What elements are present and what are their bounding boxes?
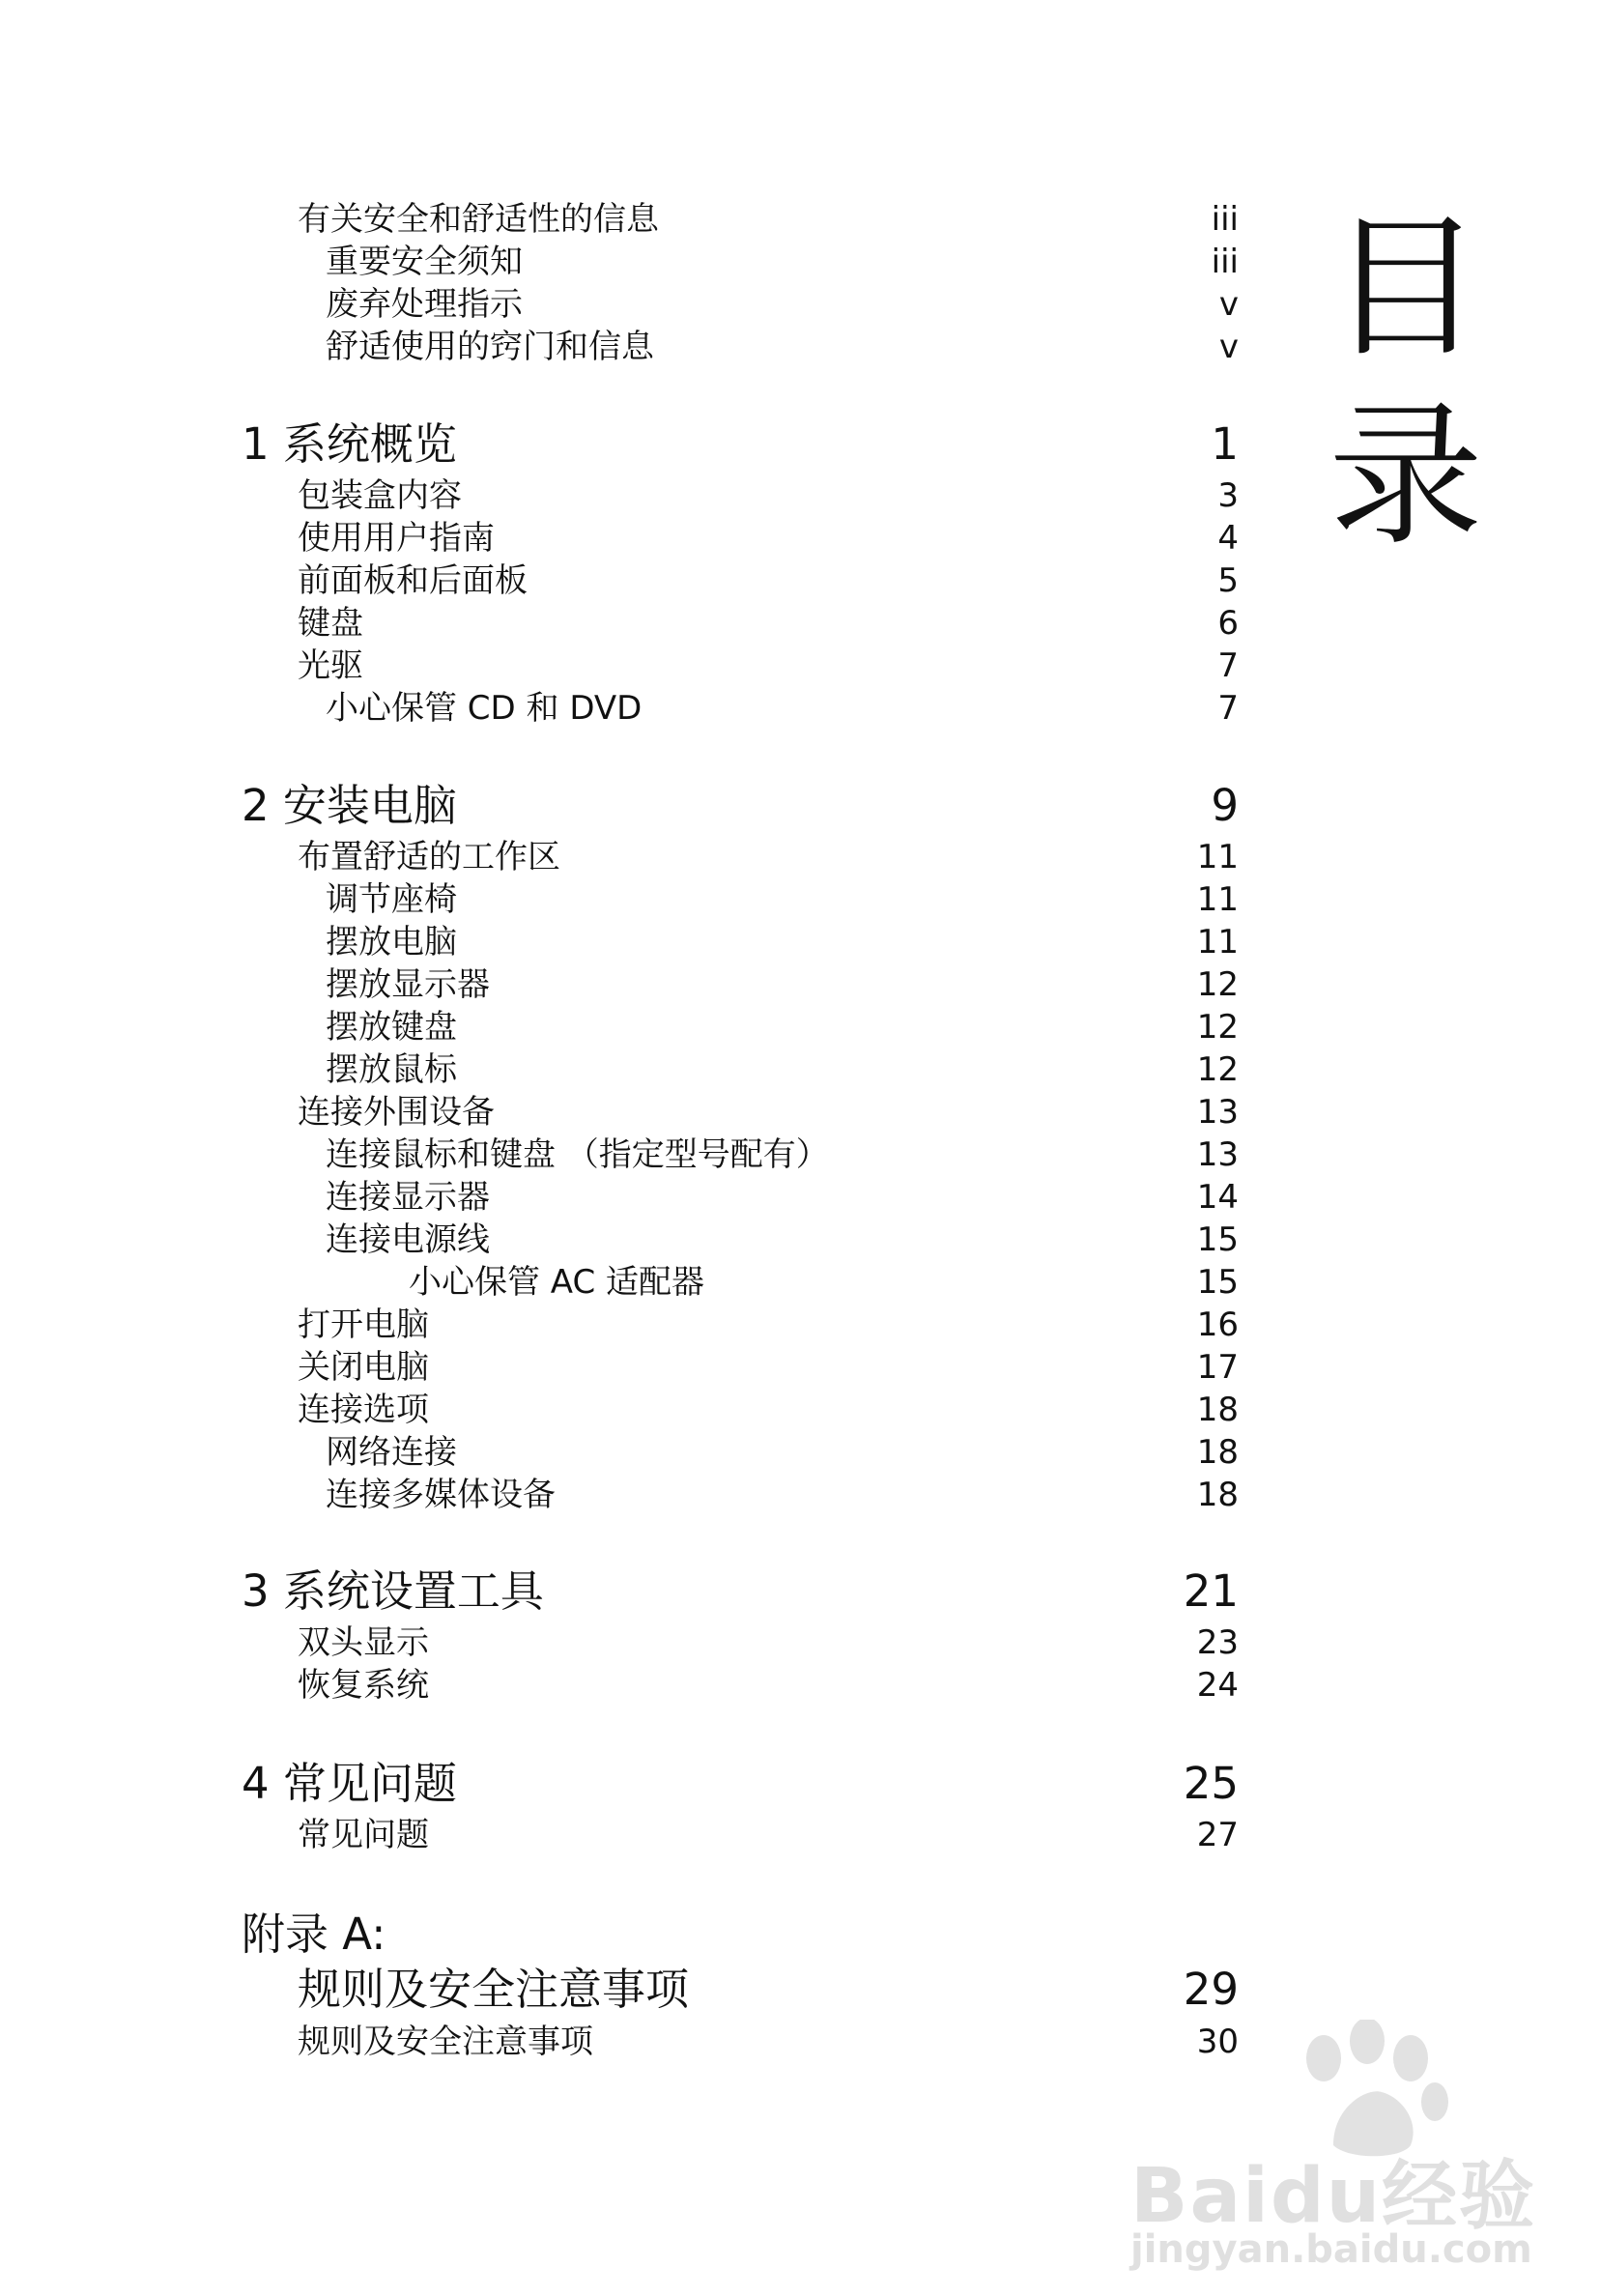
toc-entry-label: 包装盒内容 <box>298 476 462 515</box>
chapter-page: 1 <box>1211 418 1239 470</box>
toc-entry-page: v <box>1218 328 1239 366</box>
toc-entry[interactable] <box>0 1048 1600 1095</box>
appendix-label: 附录 A: <box>242 1909 386 1960</box>
chapter-page: 25 <box>1183 1758 1239 1809</box>
toc-entry-label: 小心保管 AC 适配器 <box>409 1263 705 1302</box>
toc-entry-label: 恢复系统 <box>298 1666 429 1705</box>
toc-entry-label: 连接电源线 <box>326 1220 490 1259</box>
toc-entry[interactable] <box>0 1622 1600 1668</box>
toc-entry-label: 网络连接 <box>326 1433 457 1472</box>
toc-entry-page: 6 <box>1217 604 1239 643</box>
toc-chapter-4[interactable] <box>0 1757 1600 1809</box>
toc-entry-label: 废弃处理指示 <box>326 285 523 324</box>
toc-entry-page: v <box>1218 285 1239 324</box>
toc-entry-page: 5 <box>1217 561 1239 600</box>
toc-entry-page: 17 <box>1196 1348 1239 1387</box>
toc-entry-page: 15 <box>1196 1220 1239 1259</box>
toc-entry-label: 摆放电脑 <box>326 923 457 961</box>
toc-entry-label: 舒适使用的窍门和信息 <box>326 328 654 366</box>
toc-entry-label: 重要安全须知 <box>326 243 523 281</box>
toc-entry[interactable] <box>0 645 1600 691</box>
toc-entry[interactable] <box>0 1346 1600 1392</box>
toc-title-char-2: 录 <box>1329 386 1484 567</box>
toc-entry-page: iii <box>1211 200 1239 239</box>
toc-entry-page: iii <box>1211 243 1239 281</box>
toc-entry-page: 18 <box>1196 1391 1239 1429</box>
toc-entry-page: 13 <box>1196 1093 1239 1132</box>
toc-entry[interactable] <box>0 1219 1600 1265</box>
baidu-watermark <box>1121 2020 1537 2281</box>
toc-entry-page: 12 <box>1196 965 1239 1004</box>
toc-entry-label: 连接多媒体设备 <box>326 1476 556 1514</box>
chapter-label: 规则及安全注意事项 <box>298 1964 690 2015</box>
toc-entry[interactable] <box>0 283 1600 330</box>
toc-appendix-a-title[interactable] <box>0 1963 1600 2015</box>
toc-entry[interactable] <box>0 517 1600 563</box>
toc-entry[interactable] <box>0 1389 1600 1435</box>
toc-entry-label: 有关安全和舒适性的信息 <box>298 200 659 239</box>
toc-entry-page: 30 <box>1196 2023 1239 2061</box>
toc-entry-page: 11 <box>1196 923 1239 961</box>
toc-entry-label: 连接显示器 <box>326 1178 490 1217</box>
toc-entry-page: 18 <box>1196 1433 1239 1472</box>
toc-entry-page: 18 <box>1196 1476 1239 1514</box>
toc-entry-label: 光驱 <box>298 646 363 685</box>
toc-entry-page: 23 <box>1196 1623 1239 1662</box>
toc-entry-label: 连接鼠标和键盘 （指定型号配有） <box>326 1135 829 1174</box>
toc-entry-page: 24 <box>1196 1666 1239 1705</box>
toc-chapter-2[interactable] <box>0 779 1600 831</box>
toc-entry-page: 11 <box>1196 838 1239 876</box>
toc-entry[interactable] <box>0 1261 1600 1307</box>
toc-entry[interactable] <box>0 560 1600 606</box>
toc-entry[interactable] <box>0 326 1600 372</box>
toc-entry-label: 关闭电脑 <box>298 1348 429 1387</box>
toc-entry-page: 12 <box>1196 1008 1239 1047</box>
toc-entry[interactable] <box>0 241 1600 287</box>
toc-entry[interactable] <box>0 878 1600 925</box>
toc-entry[interactable] <box>0 1134 1600 1180</box>
toc-entry-label: 布置舒适的工作区 <box>298 838 560 876</box>
toc-entry[interactable] <box>0 1814 1600 1860</box>
toc-entry-label: 使用用户指南 <box>298 519 495 558</box>
toc-entry-page: 14 <box>1196 1178 1239 1217</box>
toc-entry-label: 双头显示 <box>298 1623 429 1662</box>
toc-entry[interactable] <box>0 198 1600 244</box>
chapter-label: 1 系统概览 <box>242 418 457 470</box>
toc-entry-label: 摆放键盘 <box>326 1008 457 1047</box>
toc-entry-label: 规则及安全注意事项 <box>298 2023 593 2061</box>
toc-entry[interactable] <box>0 1304 1600 1350</box>
toc-entry-label: 连接选项 <box>298 1391 429 1429</box>
watermark-brand: Baidu经验 <box>1130 2153 1537 2240</box>
toc-appendix-a[interactable] <box>0 1908 1600 1960</box>
toc-entry-label: 调节座椅 <box>326 880 457 919</box>
chapter-label: 4 常见问题 <box>242 1758 457 1809</box>
toc-entry-label: 小心保管 CD 和 DVD <box>326 689 643 728</box>
toc-entry-label: 连接外围设备 <box>298 1093 495 1132</box>
chapter-page: 9 <box>1211 780 1239 831</box>
toc-entry[interactable] <box>0 963 1600 1010</box>
toc-entry[interactable] <box>0 921 1600 967</box>
toc-entry-label: 前面板和后面板 <box>298 561 528 600</box>
toc-entry-page: 27 <box>1196 1816 1239 1854</box>
toc-entry-page: 4 <box>1217 519 1239 558</box>
toc-entry[interactable] <box>0 474 1600 521</box>
toc-entry-label: 摆放显示器 <box>326 965 490 1004</box>
toc-entry-page: 13 <box>1196 1135 1239 1174</box>
toc-chapter-1[interactable] <box>0 417 1600 470</box>
toc-chapter-3[interactable] <box>0 1564 1600 1617</box>
toc-entry[interactable] <box>0 1431 1600 1478</box>
toc-entry-label: 常见问题 <box>298 1816 429 1854</box>
toc-entry-page: 7 <box>1217 689 1239 728</box>
toc-entry-page: 12 <box>1196 1050 1239 1089</box>
toc-entry[interactable] <box>0 1664 1600 1710</box>
chapter-page: 29 <box>1183 1964 1239 2015</box>
watermark-url: jingyan.baidu.com <box>1130 2227 1532 2272</box>
chapter-page: 21 <box>1183 1565 1239 1617</box>
toc-entry-label: 摆放鼠标 <box>326 1050 457 1089</box>
toc-entry-label: 打开电脑 <box>298 1306 429 1344</box>
toc-entry-label: 键盘 <box>298 604 363 643</box>
toc-entry[interactable] <box>0 687 1600 733</box>
toc-entry-page: 3 <box>1217 476 1239 515</box>
toc-title-char-1: 目 <box>1329 197 1484 378</box>
toc-entry-page: 16 <box>1196 1306 1239 1344</box>
toc-entry[interactable] <box>0 1006 1600 1052</box>
toc-entry-page: 11 <box>1196 880 1239 919</box>
toc-entry[interactable] <box>0 602 1600 648</box>
toc-entry[interactable] <box>0 1176 1600 1222</box>
toc-entry[interactable] <box>0 1474 1600 1520</box>
toc-entry[interactable] <box>0 836 1600 882</box>
toc-entry[interactable] <box>0 1091 1600 1137</box>
chapter-label: 2 安装电脑 <box>242 780 457 831</box>
toc-entry-page: 7 <box>1217 646 1239 685</box>
toc-entry-page: 15 <box>1196 1263 1239 1302</box>
chapter-label: 3 系统设置工具 <box>242 1565 544 1617</box>
